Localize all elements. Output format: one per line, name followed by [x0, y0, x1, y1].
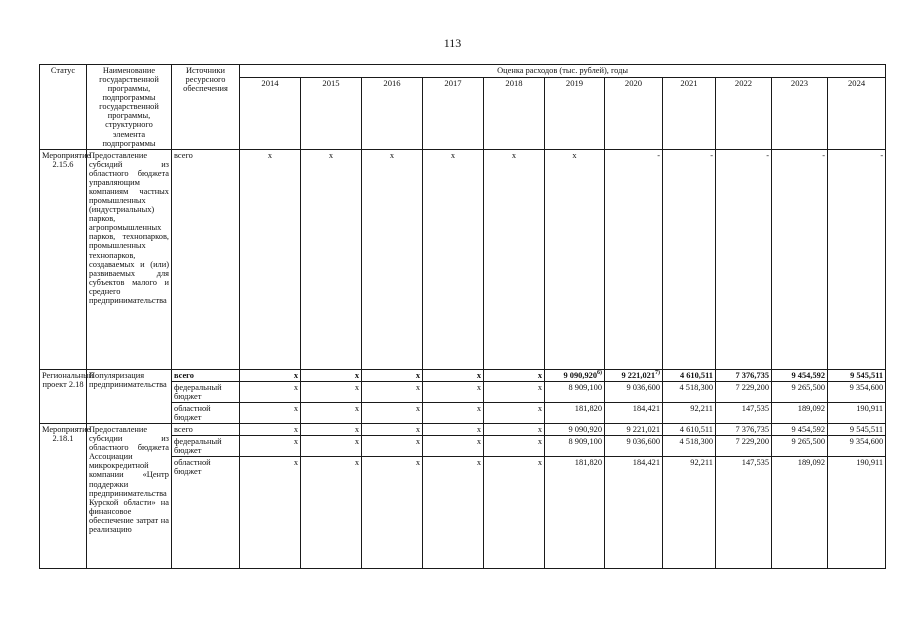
value-cell: 7 376,735: [716, 369, 772, 381]
value-cell: 190,911: [828, 457, 886, 569]
value-cell: x: [362, 381, 423, 402]
value-cell: x: [301, 457, 362, 569]
value-cell: -: [663, 149, 716, 369]
value-cell: 4 518,300: [663, 381, 716, 402]
value-cell: 7 229,200: [716, 381, 772, 402]
value-cell: x: [423, 369, 484, 381]
header-year: 2016: [362, 78, 423, 149]
value-cell: 92,211: [663, 457, 716, 569]
value-cell: 189,092: [772, 457, 828, 569]
table-row: [40, 424, 886, 436]
value-cell: 4 610,511: [663, 424, 716, 436]
budget-table: [39, 64, 886, 569]
row-source: федеральный бюджет: [172, 381, 240, 402]
value-cell: 9 036,600: [605, 436, 663, 457]
value-cell: x: [301, 402, 362, 423]
row-name: Предоставление субсидий из областного бюджета управляющим компаниям частных промышленных (индустриальных) парков, агропромышленных парков, технопарков, промышленных технопарков, создаваемых и (или) развиваемых для субъектов малого и среднего предпринимательства: [87, 149, 172, 369]
value-cell: 7 229,200: [716, 436, 772, 457]
value-cell: x: [423, 436, 484, 457]
value-cell: x: [240, 402, 301, 423]
row-status: Мероприятие 2.18.1: [40, 424, 87, 569]
value-cell: 9 036,600: [605, 381, 663, 402]
header-year: 2014: [240, 78, 301, 149]
row-name: Предоставление субсидии из областного бюджета Ассоциации микрокредитной компании «Центр поддержки предпринимательства Курской области» на финансовое обеспечение затрат на реализацию: [87, 424, 172, 569]
header-year: 2019: [545, 78, 605, 149]
row-source: всего: [172, 369, 240, 381]
value-cell: x: [484, 402, 545, 423]
value-cell: x: [484, 149, 545, 369]
value-cell: 9 265,500: [772, 381, 828, 402]
value-cell: x: [240, 381, 301, 402]
value-cell: 9 354,600: [828, 436, 886, 457]
row-source: областной бюджет: [172, 402, 240, 423]
value-cell: x: [362, 457, 423, 569]
row-source: всего: [172, 424, 240, 436]
header-year: 2021: [663, 78, 716, 149]
value-cell: 9 454,592: [772, 369, 828, 381]
value-cell: 184,421: [605, 457, 663, 569]
header-source: Источники ресурсного обеспечения: [172, 65, 240, 150]
value-cell: 189,092: [772, 402, 828, 423]
row-name: Популяризация предпринимательства: [87, 369, 172, 423]
header-year: 2020: [605, 78, 663, 149]
value-cell: x: [484, 381, 545, 402]
value-cell: x: [362, 149, 423, 369]
header-year: 2015: [301, 78, 362, 149]
value-cell: x: [362, 402, 423, 423]
value-cell: 190,911: [828, 402, 886, 423]
value-cell: 9 090,920: [545, 424, 605, 436]
value-cell: -: [828, 149, 886, 369]
value-cell: 8 909,100: [545, 381, 605, 402]
header-row-1: [40, 65, 886, 78]
value-cell: x: [423, 457, 484, 569]
value-cell: x: [240, 369, 301, 381]
value-cell: x: [484, 457, 545, 569]
value-cell: x: [484, 369, 545, 381]
table-row: [40, 369, 886, 381]
value-cell: -: [772, 149, 828, 369]
value-cell: 7 376,735: [716, 424, 772, 436]
value-cell: x: [240, 457, 301, 569]
value-cell: 9 354,600: [828, 381, 886, 402]
header-year: 2017: [423, 78, 484, 149]
value-cell: 9 090,920$^{6)}$: [545, 369, 605, 381]
value-cell: 147,535: [716, 457, 772, 569]
header-year: 2018: [484, 78, 545, 149]
header-estimate: Оценка расходов (тыс. рублей), годы: [240, 65, 886, 78]
value-cell: x: [240, 424, 301, 436]
value-cell: x: [301, 149, 362, 369]
header-year: 2022: [716, 78, 772, 149]
value-cell: 8 909,100: [545, 436, 605, 457]
value-cell: -: [605, 149, 663, 369]
value-cell: 9 545,511: [828, 424, 886, 436]
footnote-mark: 7): [655, 369, 660, 376]
row-source: всего: [172, 149, 240, 369]
header-year: 2023: [772, 78, 828, 149]
value-cell: x: [423, 424, 484, 436]
value-cell: x: [484, 436, 545, 457]
value-cell: 4 610,511: [663, 369, 716, 381]
value-cell: 184,421: [605, 402, 663, 423]
value-cell: 147,535: [716, 402, 772, 423]
value-cell: x: [545, 149, 605, 369]
row-status: Мероприятие 2.15.6: [40, 149, 87, 369]
value-cell: x: [362, 424, 423, 436]
value-cell: -: [716, 149, 772, 369]
value-cell: x: [484, 424, 545, 436]
row-source: федеральный бюджет: [172, 436, 240, 457]
value-cell: 181,820: [545, 457, 605, 569]
page-number: 113: [443, 36, 462, 50]
value-cell: x: [240, 149, 301, 369]
header-year: 2024: [828, 78, 886, 149]
value-cell: 9 221,021: [605, 424, 663, 436]
row-status: Региональный проект 2.18: [40, 369, 87, 423]
value-cell: x: [301, 424, 362, 436]
value-cell: 9 454,592: [772, 424, 828, 436]
value-cell: 9 545,511: [828, 369, 886, 381]
value-cell: x: [301, 381, 362, 402]
value-cell: x: [423, 149, 484, 369]
value-cell: x: [301, 369, 362, 381]
value-cell: 4 518,300: [663, 436, 716, 457]
value-cell: x: [423, 381, 484, 402]
table-row: [40, 149, 886, 369]
value-cell: 181,820: [545, 402, 605, 423]
value-cell: x: [423, 402, 484, 423]
value-cell: 9 265,500: [772, 436, 828, 457]
value-cell: x: [362, 369, 423, 381]
header-status: Статус: [40, 65, 87, 150]
value-cell: x: [362, 436, 423, 457]
row-source: областной бюджет: [172, 457, 240, 569]
footnote-mark: 6): [597, 369, 602, 376]
value-cell: 9 221,021$^{7)}$: [605, 369, 663, 381]
value-cell: x: [301, 436, 362, 457]
value-cell: 92,211: [663, 402, 716, 423]
header-name: Наименование государственной программы, подпрограммы государственной программы, структурного элемента подпрограммы: [87, 65, 172, 150]
value-cell: x: [240, 436, 301, 457]
